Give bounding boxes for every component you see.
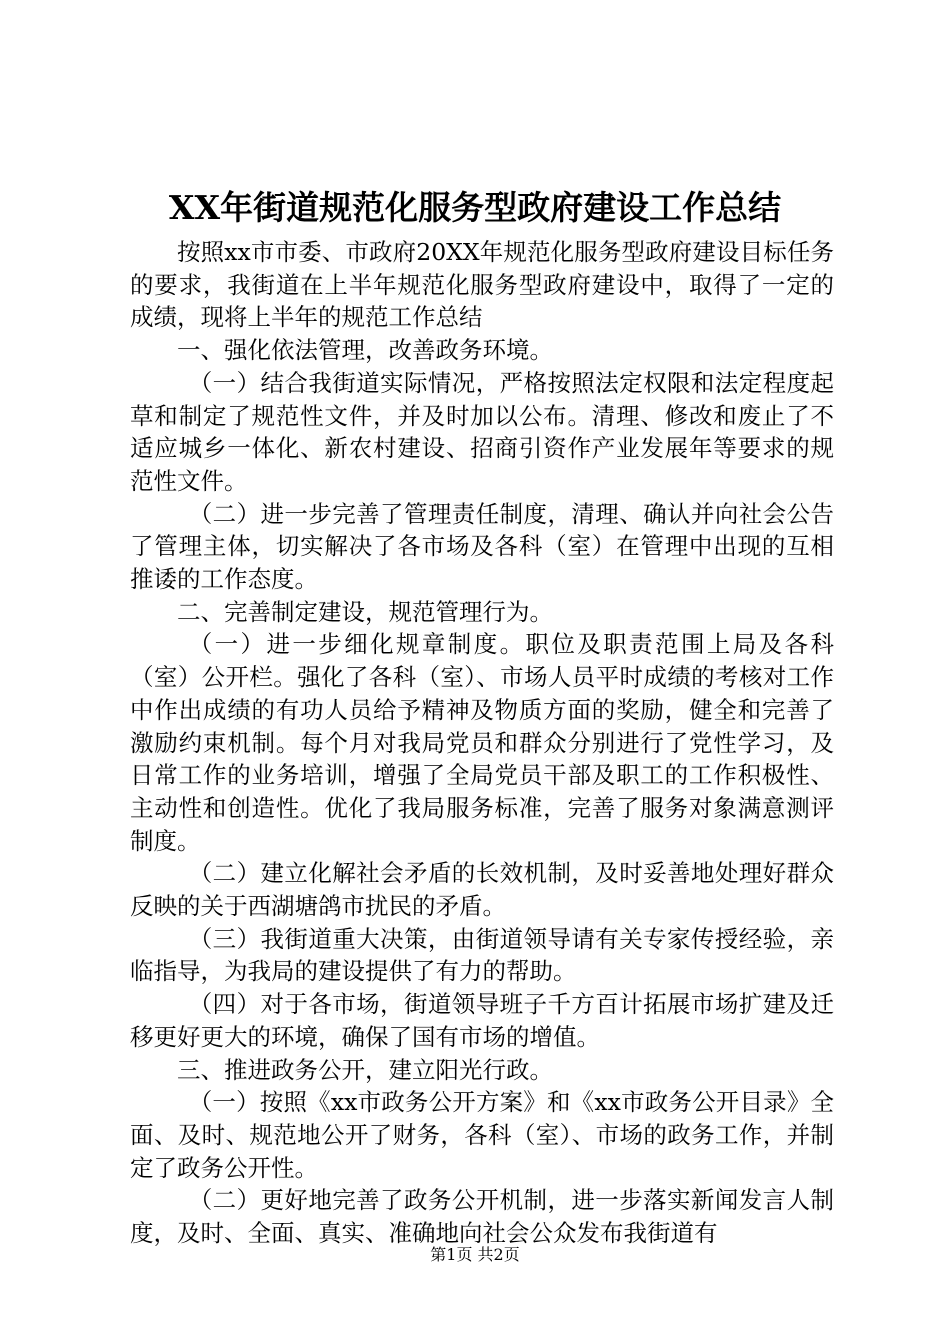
- document-body: [130, 236, 834, 1250]
- paragraph: （四）对于各市场，街道领导班子千方百计拓展市场扩建及迁移更好更大的环境，确保了国有市场的增值。: [130, 990, 834, 1051]
- paragraph: （二）更好地完善了政务公开机制，进一步落实新闻发言人制度，及时、全面、真实、准确地向社会公众发布我街道有: [130, 1186, 834, 1248]
- paragraph: （二）建立化解社会矛盾的长效机制，及时妥善地处理好群众反映的关于西湖塘鸽市扰民的矛盾。: [130, 859, 834, 921]
- paragraph: （二）进一步完善了管理责任制度，清理、确认并向社会公告了管理主体，切实解决了各市场及各科（室）在管理中出现的互相推诿的工作态度。: [130, 499, 834, 594]
- paragraph: （三）我街道重大决策，由街道领导请有关专家传授经验，亲临指导，为我局的建设提供了有力的帮助。: [130, 924, 834, 986]
- document-title: XX年街道规范化服务型政府建设工作总结: [168, 188, 782, 227]
- section-heading-1: 一、强化依法管理，改善政务环境。: [177, 336, 553, 365]
- paragraph: （一）按照《xx市政务公开方案》和《xx市政务公开目录》全面、及时、规范地公开了财务，各科（室）、市场的政务工作，并制定了政务公开性。: [130, 1088, 834, 1182]
- paragraph: （一）进一步细化规章制度。职位及职责范围上局及各科（室）公开栏。强化了各科（室）、市场人员平时成绩的考核对工作中作出成绩的有功人员给予精神及物质方面的奖励，健全和完善了激励约束机制。每个月对我局党员和群众分别进行了党性学习，及日常工作的业务培训，增强了全局党员干部及职工的工作积极性、主动性和创造性。优化了我局服务标准，完善了服务对象满意测评制度。: [130, 630, 834, 855]
- paragraph: （一）结合我街道实际情况，严格按照法定权限和法定程度起草和制定了规范性文件，并及时加以公布。清理、修改和废止了不适应城乡一体化、新农村建设、招商引资作产业发展年等要求的规范性文件。: [130, 368, 834, 495]
- paragraph-intro: 按照xx市市委、市政府20XX年规范化服务型政府建设目标任务的要求，我街道在上半年规范化服务型政府建设中，取得了一定的成绩，现将上半年的规范工作总结: [130, 238, 834, 332]
- section-heading-3: 三、推进政务公开，建立阳光行政。: [177, 1055, 553, 1084]
- page-number-footer: 第1页 共2页: [430, 1245, 520, 1264]
- section-heading-2: 二、完善制定建设，规范管理行为。: [177, 597, 553, 626]
